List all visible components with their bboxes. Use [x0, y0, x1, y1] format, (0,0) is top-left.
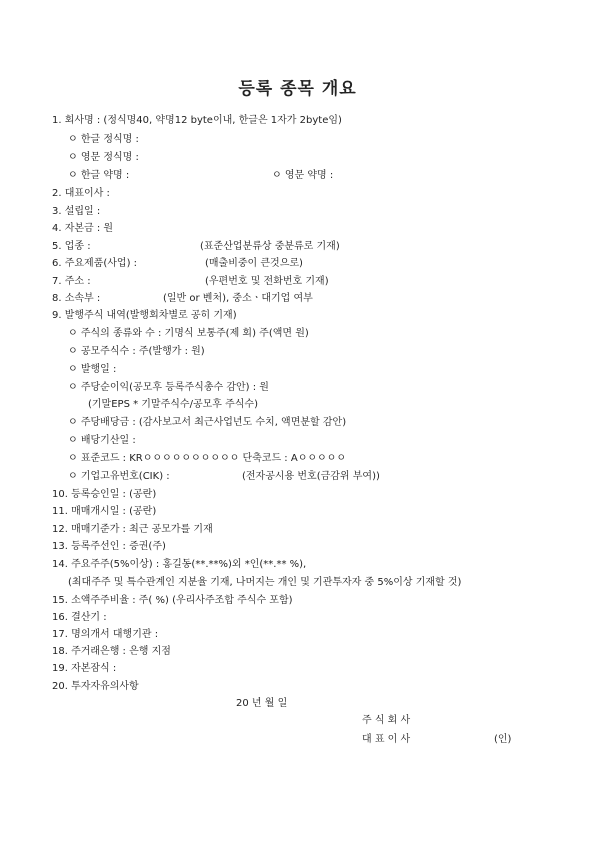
- item-10-approval-date: 10. 등록승인일 : (공란): [52, 489, 157, 500]
- item-13-underwriter: 13. 등록주선인 : 증권(주): [52, 541, 166, 552]
- signature-date: 20 년 월 일: [236, 698, 288, 709]
- item-8-note: (일반 or 벤처), 중소ㆍ대기업 여부: [163, 293, 313, 304]
- item-3-founding-date: 3. 설립일 :: [52, 206, 101, 217]
- item-14-note: (최대주주 및 특수관계인 지분율 기재, 나머지는 개인 및 기관투자자 중 5%이상 기재할 것): [68, 577, 462, 588]
- item-11-trading-start-date: 11. 매매개시일 : (공란): [52, 506, 157, 517]
- item-9-eps-formula: (기말EPS * 기말주식수/공모후 주식수): [88, 399, 258, 410]
- item-12-base-price: 12. 매매기준가 : 최근 공모가를 기재: [52, 524, 213, 535]
- item-9-dividend-start-date: ㅇ 배당기산일 :: [68, 435, 136, 446]
- item-15-minority-ratio: 15. 소액주주비율 : 주( %) (우리사주조합 주식수 포함): [52, 595, 293, 606]
- item-9-share-type-count: ㅇ 주식의 종류와 수 : 기명식 보통주(제 회) 주(액면 원): [68, 328, 309, 339]
- item-18-main-bank: 18. 주거래은행 : 은행 지점: [52, 646, 171, 657]
- item-9-offering-shares: ㅇ 공모주식수 : 주(발행가 : 원): [68, 346, 205, 357]
- item-6-note: (매출비중이 큰것으로): [205, 258, 303, 269]
- item-5-note: (표준산업분류상 중분류로 기재): [200, 241, 340, 252]
- item-9-issue-date: ㅇ 발행일 :: [68, 364, 117, 375]
- item-9-dividend: ㅇ 주당배당금 : (감사보고서 최근사업년도 수치, 액면분할 감안): [68, 417, 347, 428]
- item-14-major-shareholders: 14. 주요주주(5%이상) : 홍길동(**.**%)외 *인(**.** %),: [52, 559, 307, 570]
- item-7-note: (우편번호 및 전화번호 기재): [205, 276, 329, 287]
- signature-seal: (인): [494, 734, 512, 745]
- item-17-transfer-agent: 17. 명의개서 대행기관 :: [52, 629, 159, 640]
- item-9-cik: ㅇ 기업고유번호(CIK) :: [68, 471, 170, 482]
- item-9-eps: ㅇ 주당순이익(공모후 등록주식총수 감안) : 원: [68, 382, 269, 393]
- item-19-capital-impairment: 19. 자본잠식 :: [52, 663, 117, 674]
- item-1-korean-short-name: ㅇ 한글 약명 :: [68, 170, 130, 181]
- item-9-cik-note: (전자공시용 번호(금감위 부여)): [242, 471, 380, 482]
- item-9-issued-shares: 9. 발행주식 내역(발행회차별로 공히 기재): [52, 310, 237, 321]
- item-7-address: 7. 주소 :: [52, 276, 91, 287]
- item-2-ceo: 2. 대표이사 :: [52, 188, 110, 199]
- item-1-company-name: 1. 회사명 : (정식명40, 약명12 byte이내, 한글은 1자가 2byte임): [52, 115, 342, 126]
- item-20-investor-notice: 20. 투자자유의사항: [52, 681, 139, 692]
- item-16-fiscal-period: 16. 결산기 :: [52, 612, 107, 623]
- item-9-standard-code: ㅇ 표준코드 : KRㅇㅇㅇㅇㅇㅇㅇㅇㅇㅇ 단축코드 : Aㅇㅇㅇㅇㅇ: [68, 453, 346, 464]
- item-8-division: 8. 소속부 :: [52, 293, 101, 304]
- document-title: 등록 종목 개요: [238, 79, 357, 99]
- item-1-korean-full-name: ㅇ 한글 정식명 :: [68, 134, 139, 145]
- item-5-industry: 5. 업종 :: [52, 241, 91, 252]
- signature-company: 주 식 회 사: [362, 715, 411, 726]
- item-1-english-full-name: ㅇ 영문 정식명 :: [68, 152, 139, 163]
- item-4-capital: 4. 자본금 : 원: [52, 223, 114, 234]
- item-1-english-short-name: ㅇ 영문 약명 :: [272, 170, 334, 181]
- item-6-main-products: 6. 주요제품(사업) :: [52, 258, 138, 269]
- signature-ceo: 대 표 이 사: [362, 734, 411, 745]
